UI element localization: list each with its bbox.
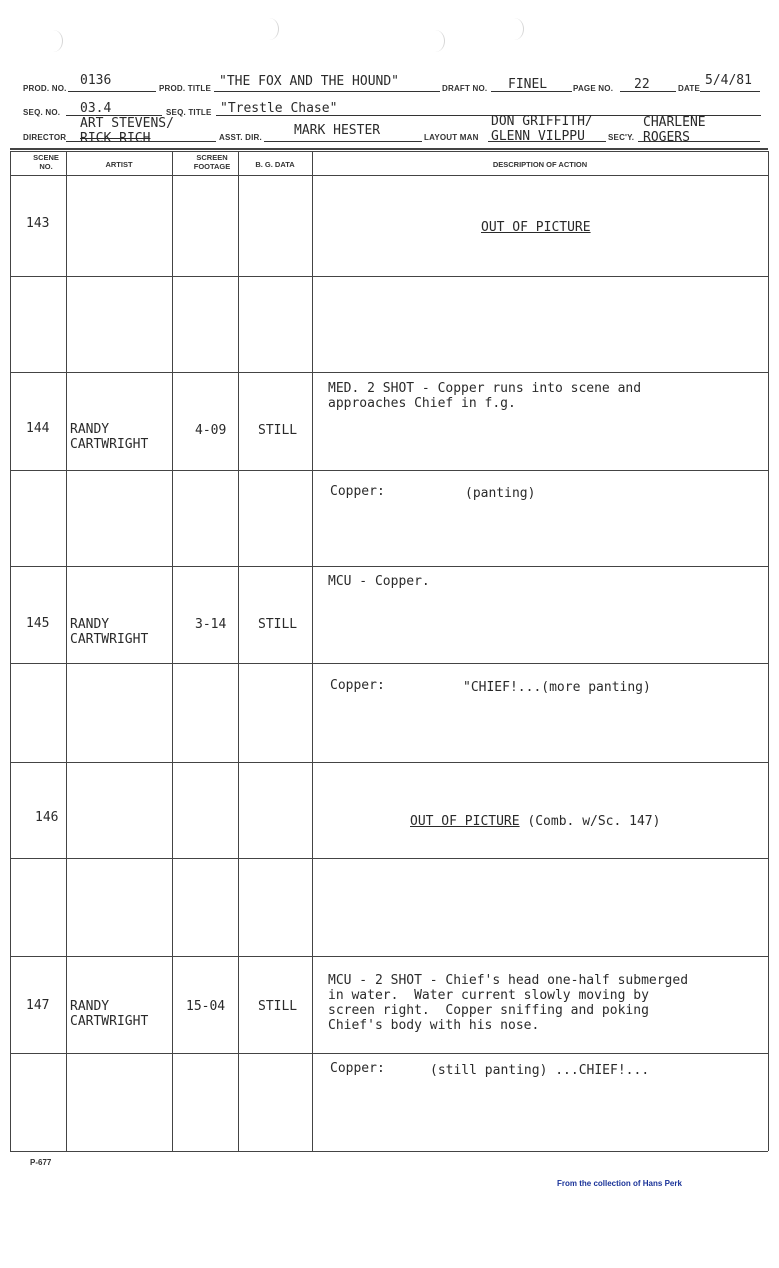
punch-hole — [505, 18, 524, 40]
artist-line-1: RANDY — [70, 999, 110, 1014]
out-of-picture: OUT OF PICTURE — [481, 220, 591, 235]
prod-title: "THE FOX AND THE HOUND" — [219, 74, 400, 89]
artist-line-2: CARTWRIGHT — [70, 1014, 149, 1029]
dialogue-text: (still panting) ...CHIEF!... — [430, 1063, 650, 1078]
layout-man-line-1: DON GRIFFITH/ — [491, 114, 593, 129]
seq-no-label: SEQ. NO. — [23, 108, 61, 117]
dialogue-label: Copper: — [330, 678, 385, 693]
out-of-picture: OUT OF PICTURE — [410, 814, 520, 829]
scene-number: 147 — [26, 998, 50, 1013]
action-text — [481, 220, 591, 235]
combined-note: (Comb. w/Sc. 147) — [519, 814, 661, 829]
asst-dir: MARK HESTER — [294, 123, 381, 138]
action-text: MCU - Copper. — [328, 574, 430, 589]
col-scene-no: SCENE NO. — [33, 153, 59, 171]
artist-line-1: RANDY — [70, 617, 110, 632]
dialogue-label: Copper: — [330, 484, 385, 499]
artist-line-1: RANDY — [70, 422, 110, 437]
dialogue-label: Copper: — [330, 1061, 385, 1076]
action-text: MCU - 2 SHOT - Chief's head one-half submerged in water. Water current slowly moving by screen right. Copper sniffing and poking Chief's body with his nose. — [328, 973, 689, 1033]
draft-no: FINEL — [508, 77, 548, 92]
action-text: MED. 2 SHOT - Copper runs into scene and approaches Chief in f.g. — [328, 381, 642, 411]
layout-man-line-2: GLENN VILPPU — [491, 129, 585, 144]
punch-hole — [44, 30, 63, 52]
page-no-label: PAGE NO. — [573, 84, 614, 93]
date: 5/4/81 — [705, 73, 752, 88]
director-line-1: ART STEVENS/ — [80, 116, 174, 131]
seq-no: 03.4 — [80, 101, 112, 116]
dialogue-text: "CHIEF!...(more panting) — [463, 680, 651, 695]
page-no: 22 — [634, 77, 650, 92]
col-artist: ARTIST — [105, 160, 133, 169]
secy-line-2: ROGERS — [643, 130, 690, 145]
director-label: DIRECTOR — [23, 133, 67, 142]
form-number: P-677 — [30, 1158, 52, 1167]
scene-number: 144 — [26, 421, 50, 436]
col-description: DESCRIPTION OF ACTION — [492, 160, 588, 169]
scene-number: 143 — [26, 216, 50, 231]
prod-title-label: PROD. TITLE — [159, 84, 211, 93]
artist-line-2: CARTWRIGHT — [70, 632, 149, 647]
seq-title: "Trestle Chase" — [220, 101, 338, 116]
bg-data: STILL — [258, 423, 298, 438]
punch-hole — [260, 18, 279, 40]
secy-label: SEC'Y. — [608, 133, 635, 142]
collection-credit: From the collection of Hans Perk — [557, 1179, 682, 1188]
col-screen-footage: SCREEN FOOTAGE — [193, 153, 231, 171]
prod-no-label: PROD. NO. — [23, 84, 67, 93]
draft-no-label: DRAFT NO. — [442, 84, 488, 93]
date-label: DATE — [678, 84, 700, 93]
scene-number: 145 — [26, 616, 50, 631]
scene-number: 146 — [35, 810, 59, 825]
screen-footage: 4-09 — [195, 423, 227, 438]
screen-footage: 3-14 — [195, 617, 227, 632]
layout-man-label: LAYOUT MAN — [424, 133, 479, 142]
punch-hole — [426, 30, 445, 52]
prod-no: 0136 — [80, 73, 112, 88]
dialogue-text: (panting) — [465, 486, 536, 501]
bg-data: STILL — [258, 999, 298, 1014]
col-bg-data: B. G. DATA — [255, 160, 295, 169]
bg-data: STILL — [258, 617, 298, 632]
seq-title-label: SEQ. TITLE — [166, 108, 212, 117]
action-text — [410, 814, 660, 829]
asst-dir-label: ASST. DIR. — [219, 133, 262, 142]
secy-line-1: CHARLENE — [643, 115, 706, 130]
director-line-2: RICK RICH — [80, 131, 151, 146]
artist-line-2: CARTWRIGHT — [70, 437, 149, 452]
screen-footage: 15-04 — [186, 999, 226, 1014]
